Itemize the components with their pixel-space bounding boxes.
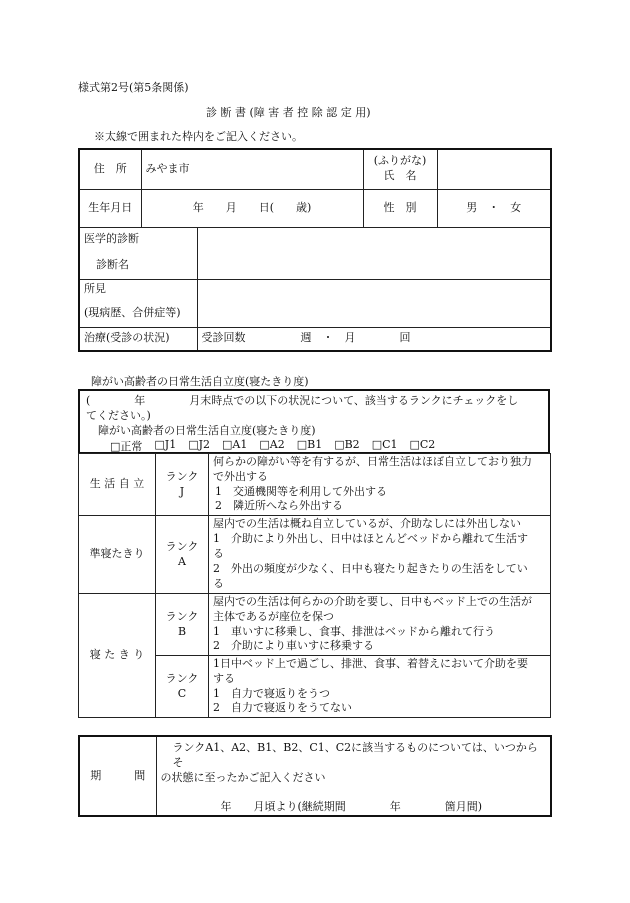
rank-b-line: 主体であるが座位を保つ xyxy=(213,609,334,623)
patient-info-table xyxy=(78,148,552,352)
rank-j-description xyxy=(209,454,551,516)
period-content xyxy=(156,736,551,816)
diagnosis-field[interactable] xyxy=(197,227,551,279)
period-table xyxy=(78,735,552,817)
diagnosis-label-1: 医学的診断 xyxy=(84,231,139,245)
rank-c-letter: C xyxy=(177,686,187,700)
rank-a-line: る xyxy=(213,547,224,561)
adl-intro-line3: 障がい高齢者の日常生活自立度(寝たきり度) xyxy=(98,424,316,437)
rank-j-line: 1 交通機関等を利用して外出する xyxy=(215,484,387,498)
rank-a-line: 1 介助により外出し、日中はほとんどベッドから離れて生活す xyxy=(213,532,528,546)
rank-category-bedridden: 寝 た き り xyxy=(79,594,156,718)
checkbox-c2[interactable]: □C2 xyxy=(409,438,436,451)
name-label: 氏 名 xyxy=(383,169,417,183)
rank-b-line: 屋内での生活は何らかの介助を要し、日中もベッド上での生活が xyxy=(213,594,532,608)
period-line2: の状態に至ったかご記入ください xyxy=(160,770,326,784)
findings-label-cell xyxy=(79,279,197,327)
rank-a-line: る xyxy=(213,576,224,590)
rank-a-line: 屋内での生活は概ね自立しているが、介助なしには外出しない xyxy=(213,517,521,531)
rank-c-label: ランク xyxy=(165,671,199,685)
rank-c-description xyxy=(209,656,551,718)
period-field[interactable]: 年 月頃より(継続期間 年 箇月間) xyxy=(220,799,483,813)
adl-section-title: 障がい高齢者の日常生活自立度(寝たきり度) xyxy=(91,375,309,388)
rank-b-label: ランク xyxy=(165,609,199,623)
period-line1: ランクA1、A2、B1、B2、C1、C2に該当するものについては、いつからそ xyxy=(172,741,538,769)
adl-checkbox-row xyxy=(110,438,435,454)
findings-label-2: (現病歴、合併症等) xyxy=(84,306,181,320)
rank-j-line: 何らかの障がい等を有するが、日常生活はほぼ自立しており独力 xyxy=(213,454,532,468)
rank-b-line: 2 介助により車いすに移乗する xyxy=(213,639,374,653)
name-label-cell xyxy=(363,149,437,189)
dob-field[interactable]: 年 月 日( 歳) xyxy=(141,189,363,227)
rank-a-label: ランク xyxy=(165,539,199,553)
address-label: 住 所 xyxy=(79,149,141,189)
rank-j-letter: J xyxy=(179,484,185,498)
rank-j-line: で外出する xyxy=(213,469,268,483)
checkbox-j2[interactable]: □J2 xyxy=(188,438,211,451)
rank-a-cell xyxy=(156,516,209,594)
dob-label: 生年月日 xyxy=(79,189,141,227)
instruction-text: ※太線で囲まれた枠内をご記入ください。 xyxy=(94,130,303,143)
name-field[interactable] xyxy=(437,149,551,189)
rank-c-line: する xyxy=(213,671,235,685)
checkbox-b1[interactable]: □B1 xyxy=(296,438,323,451)
rank-b-cell xyxy=(156,594,209,656)
checkbox-j1[interactable]: □J1 xyxy=(154,438,177,451)
adl-intro-line1: ( 年 月末時点での以下の状況について、該当するランクにチェックをし xyxy=(86,394,519,407)
form-title: 診 断 書 (障 害 者 控 除 認 定 用) xyxy=(206,106,371,119)
checkbox-c1[interactable]: □C1 xyxy=(371,438,398,451)
furigana-label: (ふりがな) xyxy=(373,154,427,168)
treatment-field[interactable]: 受診回数 週 ・ 月 回 xyxy=(197,327,551,351)
adl-intro-line2: てください。) xyxy=(86,409,151,422)
findings-label-1: 所見 xyxy=(84,281,106,295)
rank-c-line: 1 自力で寝返りをうつ xyxy=(213,686,330,700)
rank-category-semi-bedridden: 準寝たきり xyxy=(79,516,156,594)
rank-c-line: 2 自力で寝返りをうてない xyxy=(213,701,352,715)
diagnosis-label-cell xyxy=(79,227,197,279)
rank-category-independent: 生 活 自 立 xyxy=(79,454,156,516)
sex-label: 性 別 xyxy=(363,189,437,227)
rank-table xyxy=(78,453,551,718)
period-label: 期 間 xyxy=(79,736,156,816)
treatment-label: 治療(受診の状況) xyxy=(79,327,197,351)
rank-b-description xyxy=(209,594,551,656)
checkbox-a2[interactable]: □A2 xyxy=(259,438,285,451)
findings-field[interactable] xyxy=(197,279,551,327)
rank-j-label: ランク xyxy=(165,469,199,483)
form-number: 様式第2号(第5条関係) xyxy=(78,81,189,94)
rank-c-line: 1日中ベッド上で過ごし、排泄、食事、着替えにおいて介助を要 xyxy=(213,656,528,670)
address-field[interactable]: みやま市 xyxy=(141,149,363,189)
rank-a-letter: A xyxy=(178,554,186,568)
rank-a-line: 2 外出の頻度が少なく、日中も寝たり起きたりの生活をしてい xyxy=(213,561,528,575)
rank-a-description xyxy=(209,516,551,594)
checkbox-normal[interactable]: □正常 xyxy=(110,440,143,453)
rank-b-letter: B xyxy=(177,624,187,638)
rank-j-cell xyxy=(156,454,209,516)
checkbox-b2[interactable]: □B2 xyxy=(334,438,360,451)
checkbox-a1[interactable]: □A1 xyxy=(222,438,248,451)
rank-c-cell xyxy=(156,656,209,718)
rank-b-line: 1 車いすに移乗し、食事、排泄はベッドから離れて行う xyxy=(213,624,495,638)
rank-j-line: 2 隣近所へなら外出する xyxy=(215,499,343,513)
diagnosis-label-2: 診断名 xyxy=(96,258,129,272)
sex-field[interactable]: 男 ・ 女 xyxy=(437,189,551,227)
adl-intro-box xyxy=(78,389,550,454)
